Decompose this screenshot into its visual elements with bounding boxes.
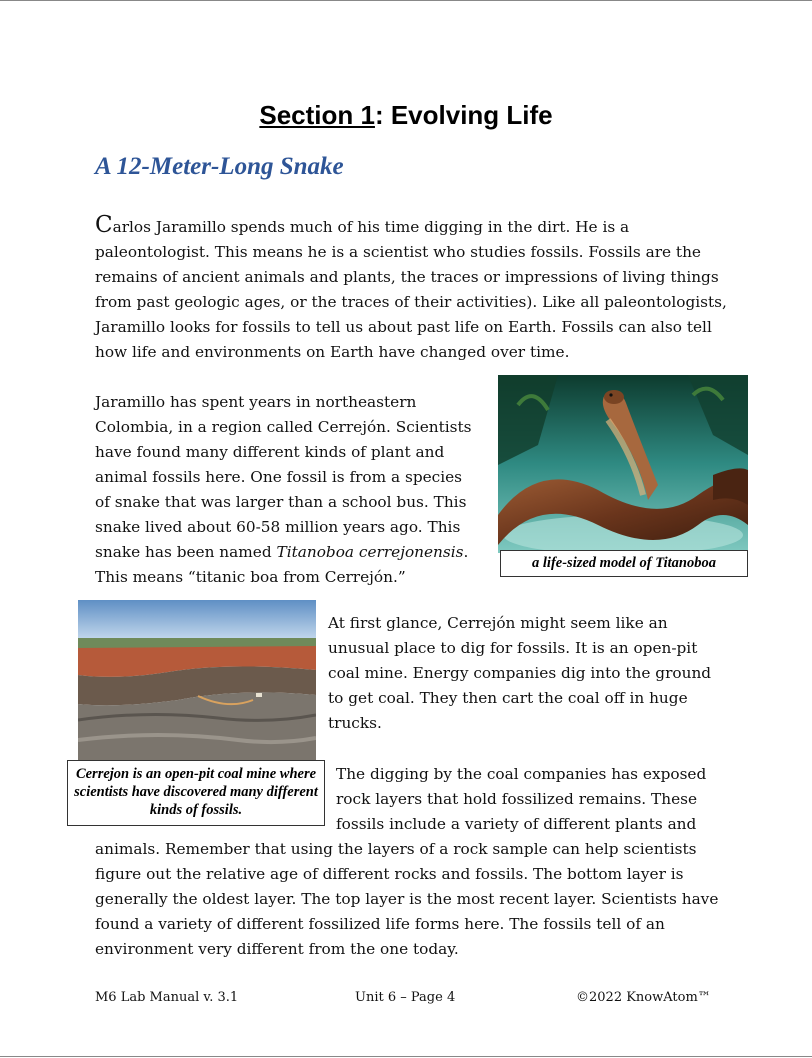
paragraph-rock-layers-end: animals. Remember that using the layers of a rock sample can help scientists figure out the relative age of different rocks and fossils. The bottom layer is generally the oldest layer. The top layer is the most recent layer. Scientists have found a variety of different fossilized life forms here. The fossils tell of an environment very different from the one today. <box>95 840 719 958</box>
paragraph-intro-text: arlos Jaramillo spends much of his time digging in the dirt. He is a paleontologist. This means he is a scientist who studies fossils. Fossils are the remains of ancient animals and plants, the traces or impressions of living things from past geologic ages, or the traces of their activities). Like all paleontologists, Jaramillo looks for fossils to tell us about past life on Earth. Fossils can also tell how life and environments on Earth have changed over time. <box>95 218 727 361</box>
paragraph-intro <box>95 213 735 365</box>
paragraph-cerrejon <box>95 390 480 590</box>
section-label: Section 1 <box>259 100 375 130</box>
paragraph-rock-layers-start: The digging by the coal companies has exposed rock layers that hold fossilized remains. These fossils include a variety of different plants and <box>336 765 707 833</box>
bottom-border <box>0 1056 812 1057</box>
footer-manual-version: M6 Lab Manual v. 3.1 <box>95 990 239 1005</box>
paragraph-cerrejon-end: . This means “titanic boa from Cerrejón.” <box>95 543 469 586</box>
titanoboa-model-photo <box>498 375 748 553</box>
mine-photo-caption: Cerrejon is an open-pit coal mine where scientists have discovered many different kinds of fossils. <box>67 760 325 826</box>
footer-page-number: Unit 6 – Page 4 <box>355 990 456 1005</box>
article-subtitle: A 12-Meter-Long Snake <box>95 153 344 180</box>
section-title <box>0 100 812 131</box>
paragraph-coal-mine: At first glance, Cerrejón might seem like an unusual place to dig for fossils. It is an open-pit coal mine. Energy companies dig into the ground to get coal. They then cart the coal off in huge trucks. <box>328 614 712 732</box>
top-border <box>0 0 812 1</box>
footer-copyright: ©2022 KnowAtom™ <box>576 990 711 1005</box>
species-name: Titanoboa cerrejonensis <box>276 543 464 561</box>
coal-mine-photo <box>78 600 316 760</box>
paragraph-cerrejon-text: Jaramillo has spent years in northeastern Colombia, in a region called Cerrejón. Scientists have found many different kinds of plant and animal fossils here. One fossil is from a species of snake that was larger than a school bus. This snake lived about 60-58 million years ago. This snake has been named <box>95 393 472 561</box>
section-name: : Evolving Life <box>374 100 553 130</box>
drop-cap: C <box>95 212 113 238</box>
snake-photo-caption: a life-sized model of Titanoboa <box>500 550 748 577</box>
